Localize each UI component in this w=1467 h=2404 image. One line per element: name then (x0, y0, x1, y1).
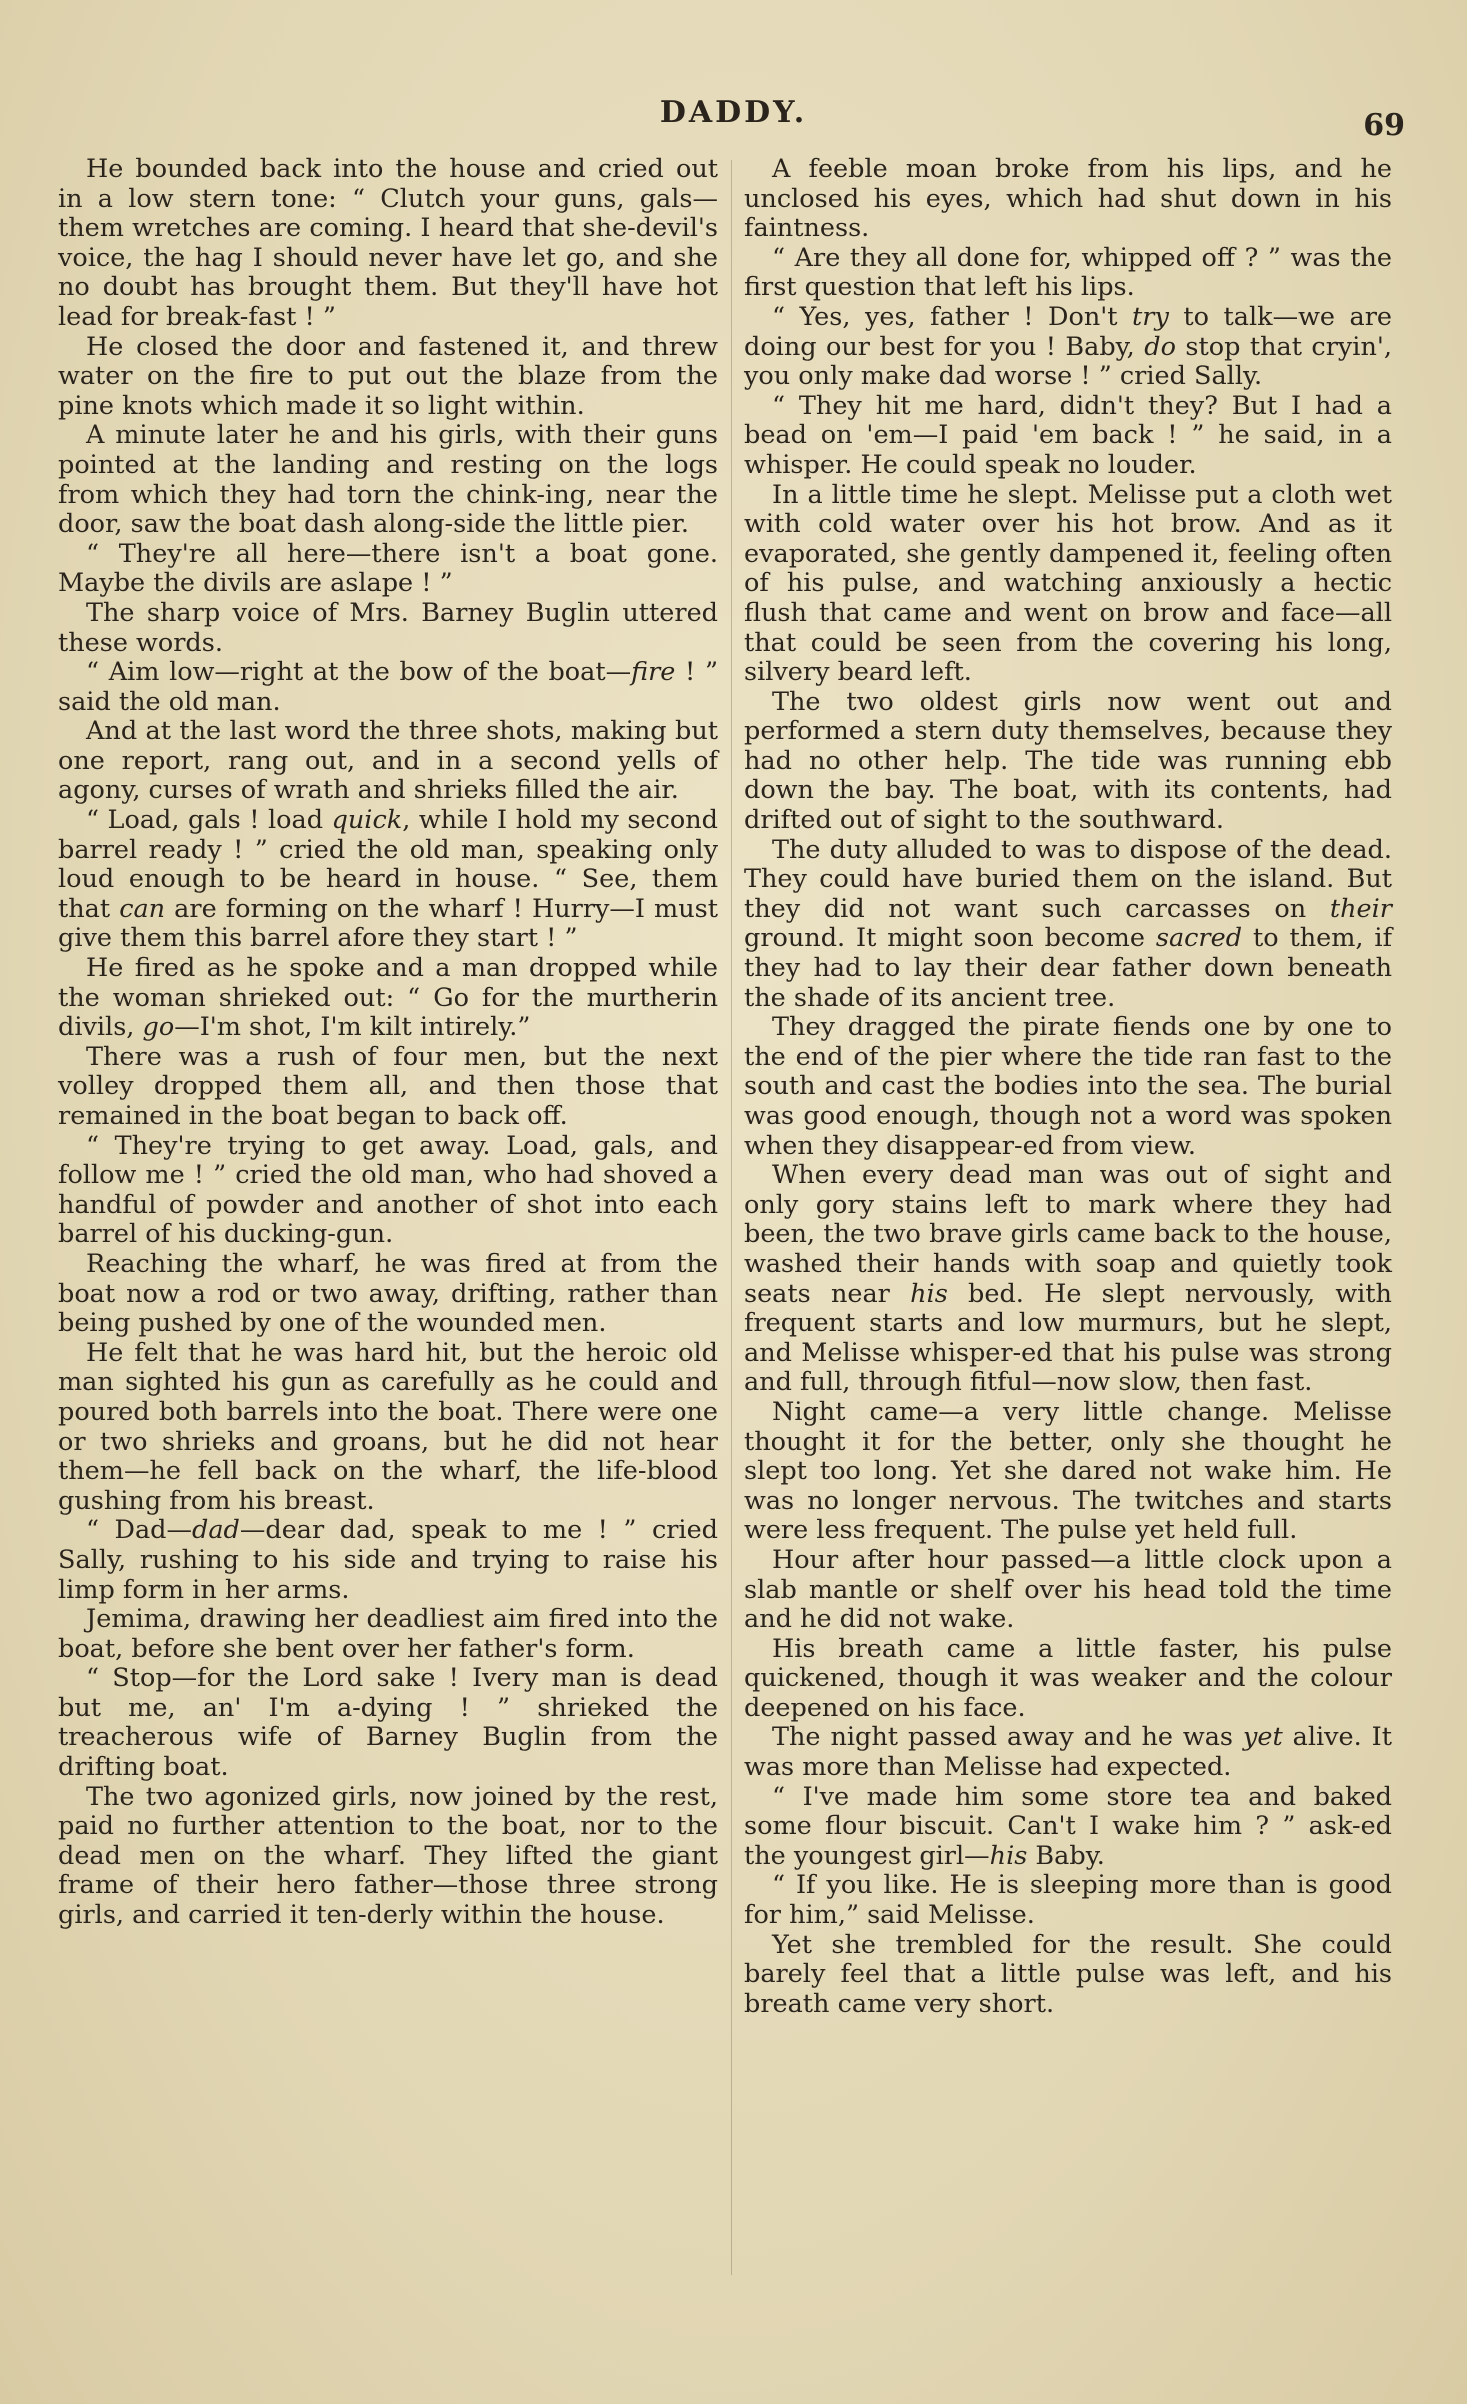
emphasis: dad (192, 1515, 240, 1546)
text-run: “ Load, gals ! load (86, 805, 332, 836)
text-run: bed. He slept nervously, with frequent starts and low murmurs, but he slept, and Melisse whisper-ed that his pulse was strong and full, through fitful—now slow, then fast. (744, 1278, 1392, 1398)
paragraph: “ They're all here—there isn't a boat gone. Maybe the divils are aslape ! ” (58, 538, 718, 599)
emphasis: yet (1242, 1722, 1283, 1753)
paragraph: “ If you like. He is sleeping more than is good for him,” said Melisse. (744, 1870, 1392, 1931)
emphasis: try (1132, 301, 1169, 332)
text-run: The duty alluded to was to dispose of the dead. They could have buried them on the island. But they did not want such carcasses on (744, 834, 1392, 924)
text-run: “ Yes, yes, father ! Don't (772, 301, 1133, 332)
paragraph (58, 1516, 718, 1605)
paragraph: He bounded back into the house and cried out in a low stern tone: “ Clutch your guns, gals—them wretches are coming. I heard that she-devil's voice, the hag I should never have let go, and she no doubt has brought them. But they'll have hot lead for break-fast ! ” (58, 154, 718, 332)
running-title: DADDY. (659, 95, 808, 130)
paragraph (744, 1723, 1392, 1782)
page-number: 69 (1363, 108, 1405, 143)
text-run: stop that cryin', you only make dad worse ! ” cried Sally. (744, 331, 1392, 392)
paragraph: Hour after hour passed—a little clock upon a slab mantle or shelf over his head told the time and he did not wake. (744, 1544, 1392, 1635)
emphasis: fire (631, 657, 676, 688)
paragraph: He closed the door and fastened it, and threw water on the fire to put out the blaze from the pine knots which made it so light within. (58, 331, 718, 421)
emphasis: sacred (1155, 923, 1243, 954)
text-run: to them, if they had to lay their dear father down beneath the shade of its ancient tree. (744, 923, 1393, 1013)
paragraph: They dragged the pirate fiends one by one to the end of the pier where the tide ran fast to the south and cast the bodies into the sea. The burial was good enough, though not a word was spoken when they disappear-ed from view. (744, 1012, 1392, 1161)
paragraph: Jemima, drawing her deadliest aim fired into the boat, before she bent over her father's form. (58, 1604, 718, 1664)
column-divider (731, 160, 732, 2275)
paragraph (744, 303, 1392, 392)
text-run: He fired as he spoke and a man dropped while the woman shrieked out: “ Go for the murtherin divils, (58, 953, 718, 1043)
emphasis: do (1144, 331, 1176, 362)
paragraph (744, 836, 1392, 1014)
text-run: “ Dad— (86, 1515, 193, 1546)
text-run: Baby. (1027, 1840, 1105, 1871)
paragraph: In a little time he slept. Melisse put a cloth wet with cold water over his hot brow. And as it evaporated, she gently dampened it, feeling often of his pulse, and watching anxiously a hectic flush that came and went on brow and face—all that could be seen from the covering his long, silvery beard left. (744, 479, 1392, 688)
emphasis: go (142, 1012, 175, 1043)
paragraph: His breath came a little faster, his pulse quickened, though it was weaker and the colour deepened on his face. (744, 1633, 1392, 1723)
emphasis: his (910, 1278, 948, 1309)
text-run: When every dead man was out of sight and only gory stains left to mark where they had been, the two brave girls came back to the house, washed their hands with soap and quietly took seats near (744, 1160, 1392, 1309)
left-column (58, 155, 718, 1931)
paragraph: Yet she trembled for the result. She could barely feel that a little pulse was left, and his breath came very short. (744, 1929, 1392, 2019)
text-run: ground. It might soon become (744, 923, 1156, 954)
emphasis: can (119, 893, 166, 924)
paragraph (58, 806, 718, 954)
paragraph: “ They hit me hard, didn't they? But I had a bead on 'em—I paid 'em back ! ” he said, in a whisper. He could speak no louder. (744, 390, 1392, 480)
paragraph (744, 1783, 1392, 1872)
right-column (744, 155, 1392, 2019)
paragraph: Reaching the wharf, he was fired at from the boat now a rod or two away, drifting, rather than being pushed by one of the wounded men. (58, 1248, 718, 1339)
text-run: “ Aim low—right at the bow of the boat— (86, 657, 632, 688)
paragraph: And at the last word the three shots, making but one report, rang out, and in a second yells of agony, curses of wrath and shrieks filled the air. (58, 716, 718, 806)
paragraph: Night came—a very little change. Melisse thought it for the better, only she thought he slept too long. Yet she dared not wake him. He was no longer nervous. The twitches and starts were less frequent. The pulse yet held full. (744, 1396, 1392, 1546)
text-run: alive. It was more than Melisse had expected. (744, 1722, 1393, 1783)
text-run: —dear dad, speak to me ! ” cried Sally, rushing to his side and trying to raise his limp form in her arms. (58, 1515, 718, 1605)
emphasis: quick (331, 805, 403, 836)
paragraph (744, 1161, 1392, 1398)
emphasis: their (1329, 893, 1392, 924)
text-run: are forming on the wharf ! Hurry—I must give them this barrel afore they start ! ” (58, 893, 718, 954)
text-run: “ I've made him some store tea and baked some flour biscuit. Can't I wake him ? ” ask-ed the youngest girl— (744, 1781, 1392, 1871)
paragraph: The two oldest girls now went out and performed a stern duty themselves, because they had no other help. The tide was running ebb down the bay. The boat, with its contents, had drifted out of sight to the southward. (744, 686, 1392, 836)
text-run: to talk—we are doing our best for you ! Baby, (744, 301, 1392, 362)
text-run: , while I hold my second barrel ready ! ” cried the old man, speaking only loud enough to be heard in house. “ See, them that (58, 805, 718, 924)
paragraph: A feeble moan broke from his lips, and he unclosed his eyes, which had shut down in his faintness. (744, 154, 1392, 244)
paragraph (58, 954, 718, 1043)
paragraph: A minute later he and his girls, with their guns pointed at the landing and resting on the logs from which they had torn the chink-ing, near the door, saw the boat dash along-side the little pier. (58, 420, 718, 540)
paragraph: The two agonized girls, now joined by the rest, paid no further attention to the boat, nor to the dead men on the wharf. They lifted the giant frame of their hero father—those three strong girls, and carried it ten-derly within the house. (58, 1781, 718, 1931)
emphasis: his (989, 1840, 1028, 1871)
text-run: ! ” said the old man. (58, 657, 719, 717)
paragraph: “ They're trying to get away. Load, gals, and follow me ! ” cried the old man, who had shoved a handful of powder and another of shot into each barrel of his ducking-gun. (58, 1130, 718, 1250)
paragraph: The sharp voice of Mrs. Barney Buglin uttered these words. (58, 597, 718, 658)
paragraph: “ Are they all done for, whipped off ? ” was the first question that left his lips. (744, 242, 1392, 303)
text-run: —I'm shot, I'm kilt intirely.” (174, 1012, 531, 1043)
text-run: The night passed away and he was (772, 1722, 1243, 1753)
paragraph: “ Stop—for the Lord sake ! Ivery man is dead but me, an' I'm a-dying ! ” shrieked the treacherous wife of Barney Buglin from the drifting boat. (58, 1663, 718, 1783)
paragraph: He felt that he was hard hit, but the heroic old man sighted his gun as carefully as he could and poured both barrels into the boat. There were one or two shrieks and groans, but he did not hear them—he fell back on the wharf, the life-blood gushing from his breast. (58, 1337, 718, 1516)
paragraph (58, 658, 718, 717)
paragraph: There was a rush of four men, but the next volley dropped them all, and then those that remained in the boat began to back off. (58, 1041, 718, 1131)
